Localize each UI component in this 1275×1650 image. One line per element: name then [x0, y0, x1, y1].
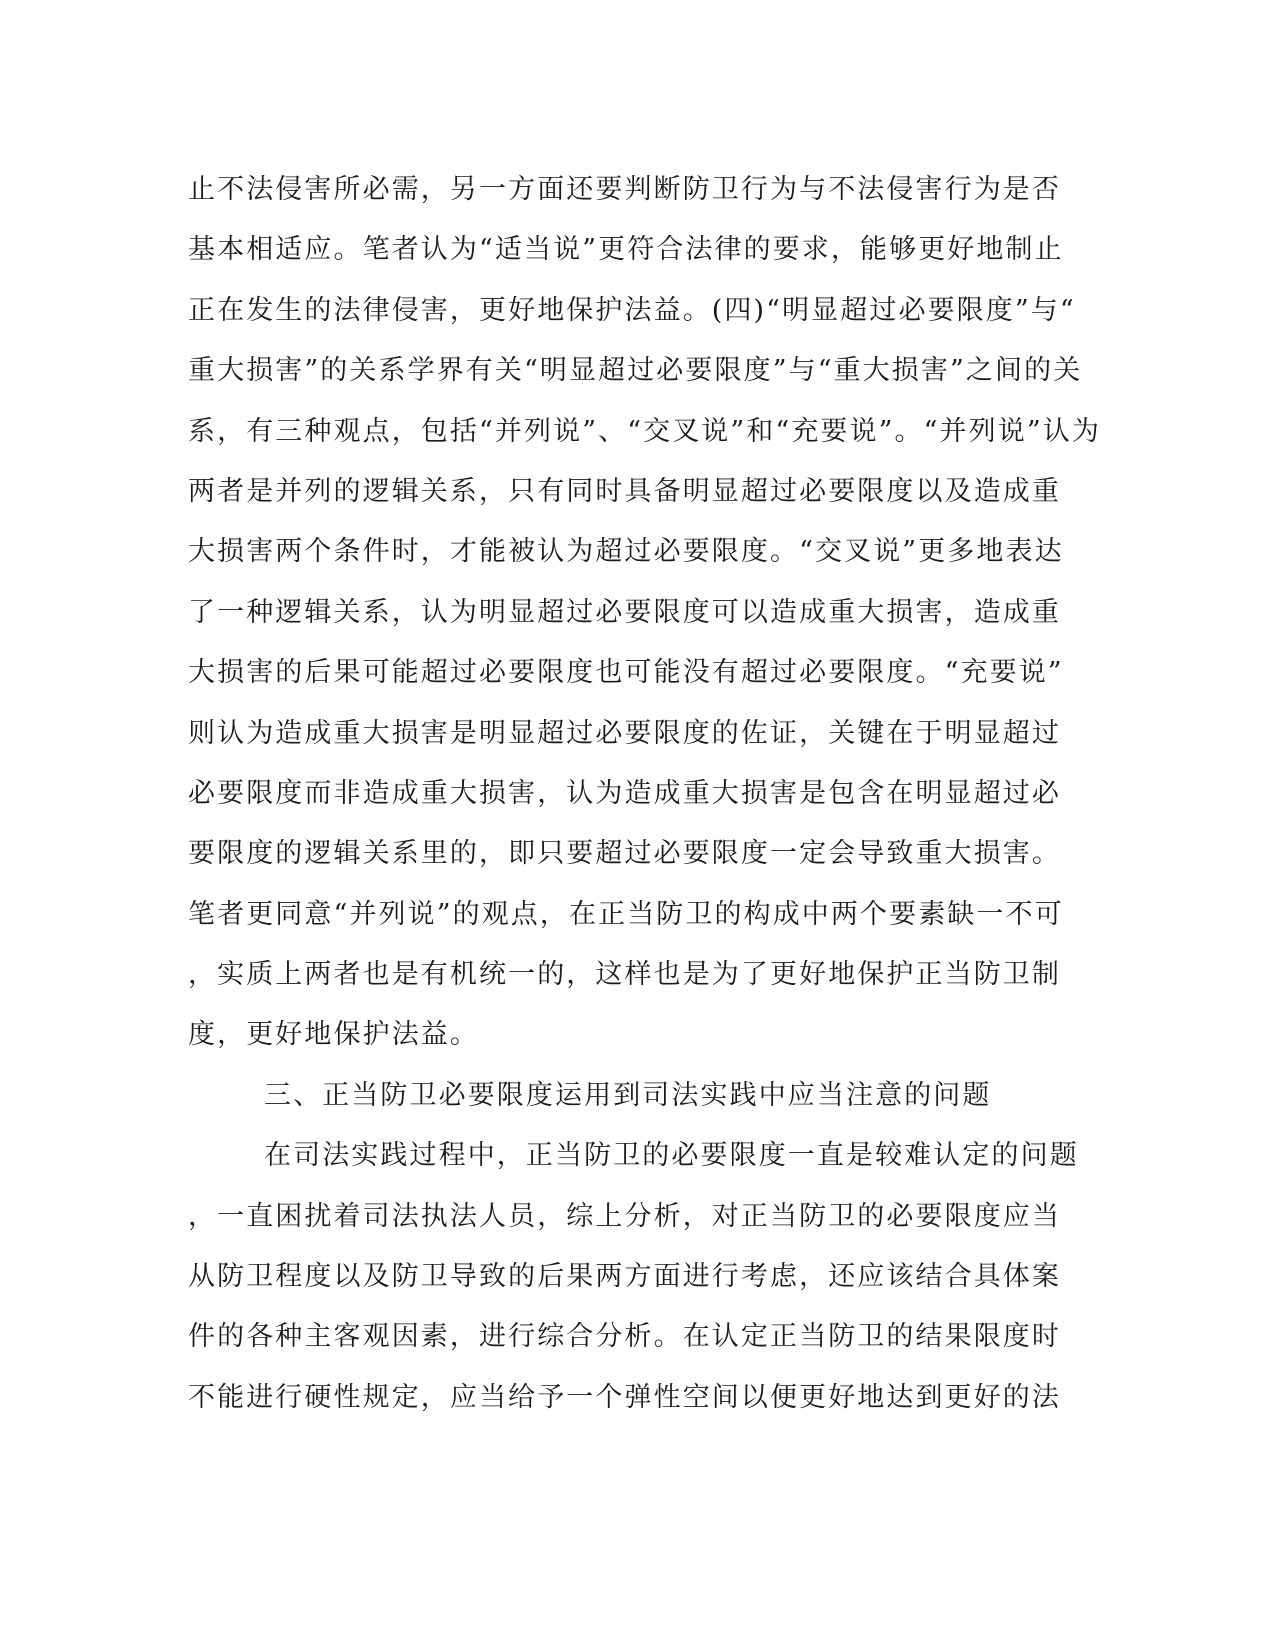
text-line: ，实质上两者也是有机统一的，这样也是为了更好地保护正当防卫制: [188, 959, 1061, 991]
body-text: [188, 160, 1101, 1428]
text-line: 系，有三种观点，包括“并列说”、“交叉说”和“充要说”。“并列说”认为: [188, 415, 1101, 447]
text-line: 从防卫程度以及防卫导致的后果两方面进行考虑，还应该结合具体案: [188, 1261, 1061, 1293]
text-line: 大损害两个条件时，才能被认为超过必要限度。“交叉说”更多地表达: [188, 536, 1064, 568]
text-line: 正在发生的法律侵害，更好地保护法益。(四)“明显超过必要限度”与“: [188, 294, 1076, 326]
text-line: 了一种逻辑关系，认为明显超过必要限度可以造成重大损害，造成重: [188, 596, 1061, 628]
text-line: 不能进行硬性规定，应当给予一个弹性空间以便更好地达到更好的法: [188, 1381, 1061, 1413]
text-line: 两者是并列的逻辑关系，只有同时具备明显超过必要限度以及造成重: [188, 475, 1061, 507]
text-line: 基本相适应。笔者认为“适当说”更符合法律的要求，能够更好地制止: [188, 234, 1064, 266]
text-line: ，一直困扰着司法执法人员，综上分析，对正当防卫的必要限度应当: [188, 1200, 1061, 1232]
text-line: 度，更好地保护法益。: [188, 1019, 479, 1051]
text-line: 件的各种主客观因素，进行综合分析。在认定正当防卫的结果限度时: [188, 1321, 1061, 1353]
text-line: 则认为造成重大损害是明显超过必要限度的佐证，关键在于明显超过: [188, 717, 1061, 749]
text-line: 在司法实践过程中，正当防卫的必要限度一直是较难认定的问题: [264, 1140, 1079, 1172]
text-line: 要限度的逻辑关系里的，即只要超过必要限度一定会导致重大损害。: [188, 838, 1061, 870]
text-line: 重大损害”的关系学界有关“明显超过必要限度”与“重大损害”之间的关: [188, 355, 1083, 387]
text-line: 必要限度而非造成重大损害，认为造成重大损害是包含在明显超过必: [188, 777, 1061, 809]
text-line: 笔者更同意“并列说”的观点，在正当防卫的构成中两个要素缺一不可: [188, 898, 1064, 930]
text-line: 大损害的后果可能超过必要限度也可能没有超过必要限度。“充要说”: [188, 657, 1064, 689]
text-line: 止不法侵害所必需，另一方面还要判断防卫行为与不法侵害行为是否: [188, 174, 1061, 205]
section-heading: 三、正当防卫必要限度运用到司法实践中应当注意的问题: [264, 1079, 992, 1111]
